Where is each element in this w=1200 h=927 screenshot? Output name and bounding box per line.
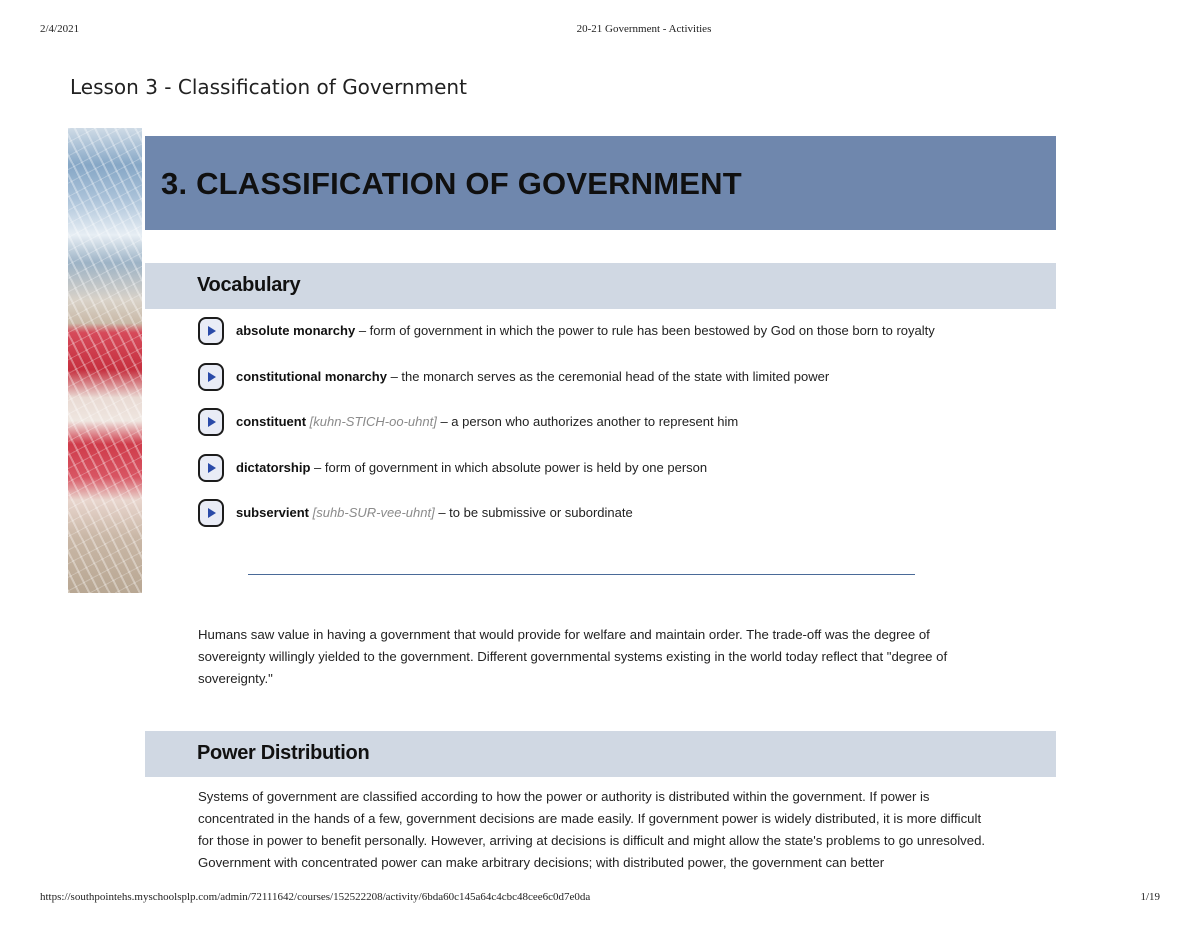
print-doc-title: 20-21 Government - Activities bbox=[576, 23, 712, 35]
vocab-item bbox=[198, 363, 1058, 393]
vocab-entry bbox=[236, 414, 738, 429]
power-distribution-paragraph: Systems of government are classified according to how the power or authority is distributed within the government. If power is concentrated in the hands of a few, government decisions are made easily. If government power is widely distributed, it is more difficult for those in power to benefit personally. However, arriving at decisions is difficult and might allow the state's problems to go unresolved. Government with concentrated power can make arbitrary decisions; with distributed power, the government can better bbox=[198, 789, 986, 870]
audio-play-button[interactable] bbox=[198, 454, 224, 482]
vocab-term: dictatorship bbox=[236, 460, 311, 475]
lesson-banner bbox=[145, 136, 1056, 230]
audio-play-button[interactable] bbox=[198, 408, 224, 436]
print-footer bbox=[0, 891, 1200, 905]
print-url: https://southpointehs.myschoolsplp.com/admin/72111642/courses/152522208/activity/6bda60c145a64c4cbc48cee6c0d7e0da bbox=[40, 891, 591, 903]
vocab-item bbox=[198, 317, 1058, 347]
play-icon bbox=[208, 372, 216, 382]
vocab-entry bbox=[236, 460, 707, 475]
vocab-item bbox=[198, 408, 1058, 438]
power-distribution-header bbox=[145, 731, 1056, 777]
section-divider bbox=[248, 574, 915, 575]
vocab-definition: – form of government in which the power to rule has been bestowed by God on those born to royalty bbox=[355, 323, 935, 338]
play-icon bbox=[208, 463, 216, 473]
print-header bbox=[0, 23, 1200, 37]
vocab-term: absolute monarchy bbox=[236, 323, 356, 338]
audio-play-button[interactable] bbox=[198, 317, 224, 345]
vocab-pronunciation: [kuhn-STICH-oo-uhnt] bbox=[306, 414, 437, 429]
banner-title: 3. CLASSIFICATION OF GOVERNMENT bbox=[161, 166, 742, 201]
flag-decorative-image bbox=[68, 128, 142, 593]
vocab-definition: – the monarch serves as the ceremonial head of the state with limited power bbox=[386, 369, 830, 384]
vocab-term: subservient bbox=[236, 505, 309, 520]
vocab-definition: – to be submissive or subordinate bbox=[434, 505, 633, 520]
vocab-term: constituent bbox=[236, 414, 307, 429]
vocabulary-header bbox=[145, 263, 1056, 309]
vocab-item bbox=[198, 499, 1058, 529]
vocab-pronunciation: [suhb-SUR-vee-uhnt] bbox=[308, 505, 435, 520]
vocab-definition: – form of government in which absolute power is held by one person bbox=[310, 460, 708, 475]
vocab-definition: – a person who authorizes another to represent him bbox=[436, 414, 739, 429]
vocabulary-heading: Vocabulary bbox=[197, 274, 301, 296]
print-date: 2/4/2021 bbox=[40, 23, 80, 35]
vocab-term: constitutional monarchy bbox=[236, 369, 387, 384]
vocab-entry bbox=[236, 369, 829, 384]
intro-paragraph: Humans saw value in having a government that would provide for welfare and maintain order. The trade-off was the degree of sovereignty willingly yielded to the government. Different governmental systems existing in the world today reflect that "degree of sovereignty." bbox=[198, 627, 948, 686]
vocab-entry bbox=[236, 323, 935, 338]
lesson-title: Lesson 3 - Classification of Government bbox=[70, 75, 467, 99]
print-page-number: 1/19 bbox=[1140, 891, 1160, 903]
play-icon bbox=[208, 508, 216, 518]
audio-play-button[interactable] bbox=[198, 499, 224, 527]
vocab-entry bbox=[236, 505, 633, 520]
play-icon bbox=[208, 417, 216, 427]
vocab-item bbox=[198, 454, 1058, 484]
power-distribution-heading: Power Distribution bbox=[197, 742, 370, 764]
audio-play-button[interactable] bbox=[198, 363, 224, 391]
play-icon bbox=[208, 326, 216, 336]
